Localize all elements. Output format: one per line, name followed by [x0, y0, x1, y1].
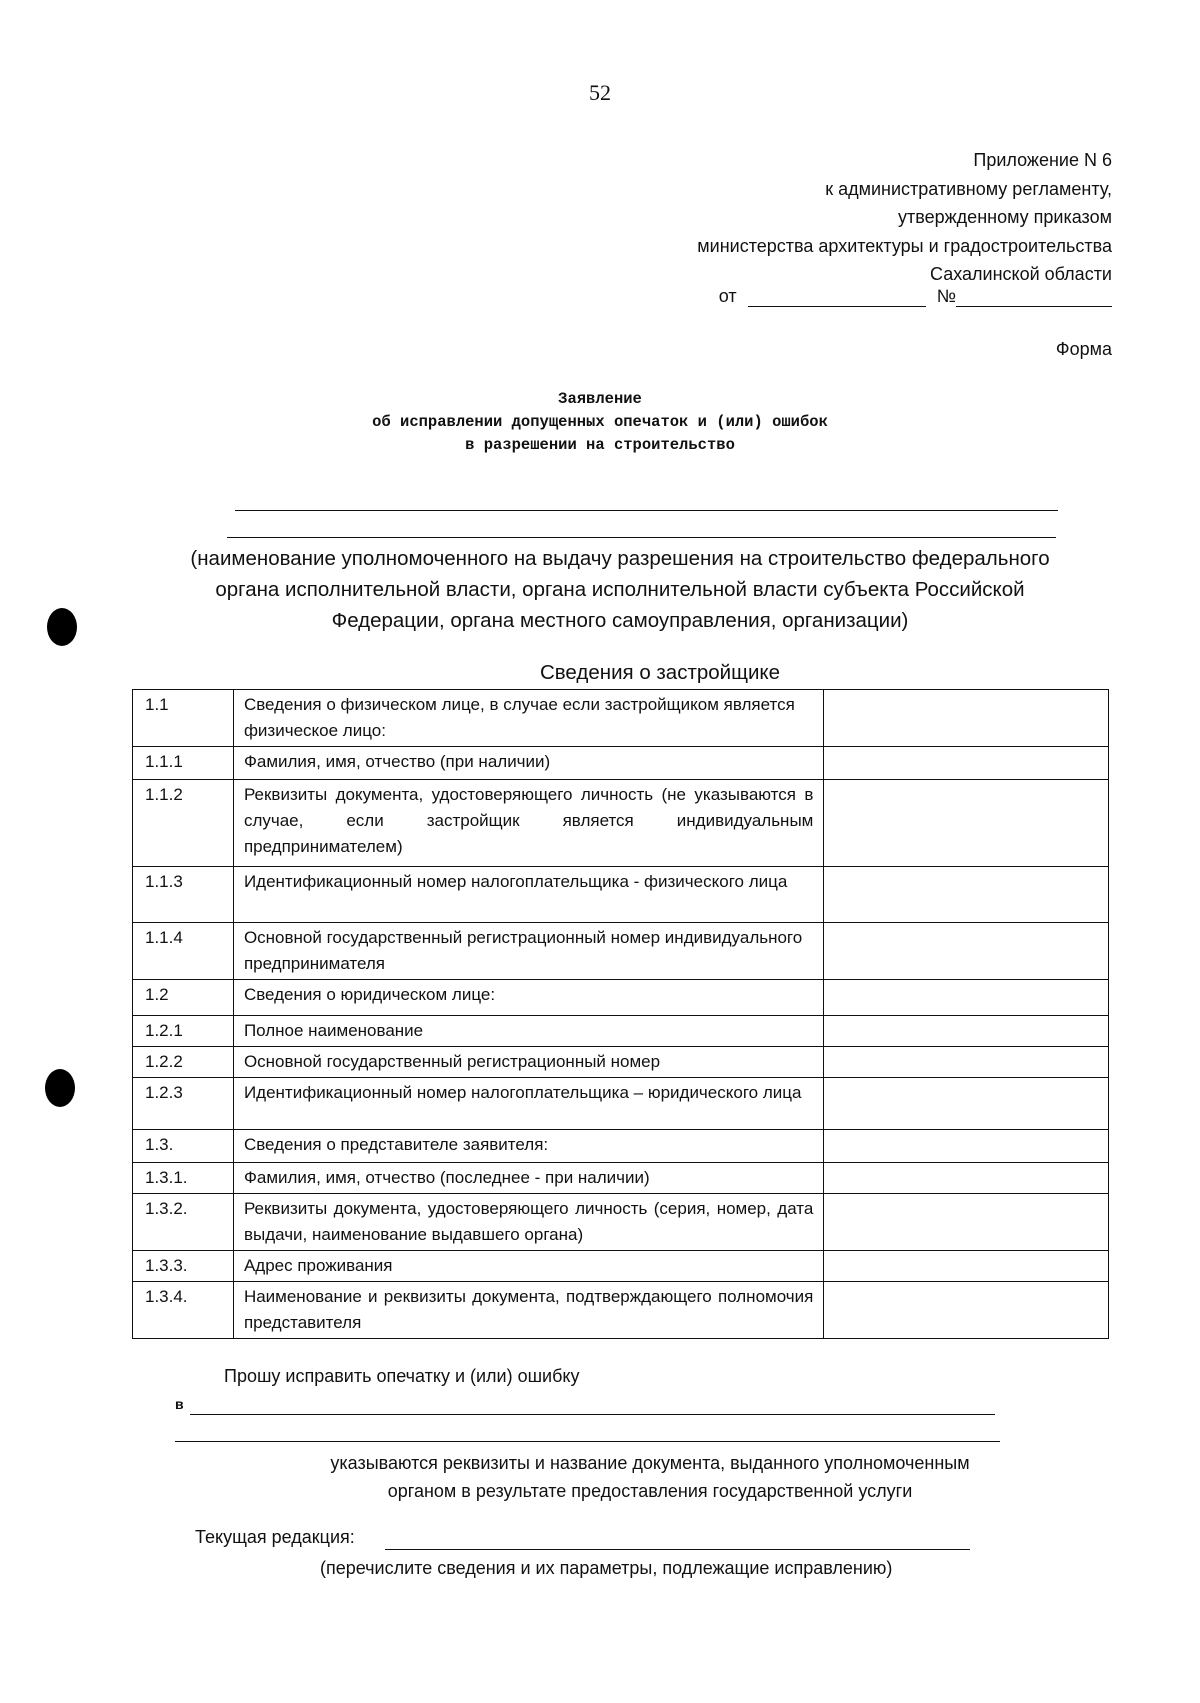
row-number: 1.2.2 — [133, 1047, 234, 1078]
table-row — [133, 1163, 1109, 1194]
caption-line: (наименование уполномоченного на выдачу разрешения на строительство федерального — [190, 547, 1050, 570]
number-sign: № — [936, 286, 956, 306]
table-title: Сведения о застройщике — [539, 661, 781, 684]
appendix-header — [697, 146, 1112, 289]
table-row — [133, 1282, 1109, 1339]
row-value-field[interactable] — [824, 1130, 1109, 1163]
row-number: 1.1.3 — [133, 867, 234, 923]
form-label: Форма — [1055, 339, 1112, 359]
current-edition-label: Текущая редакция: — [195, 1527, 355, 1547]
row-description: Сведения о представителе заявителя: — [233, 1130, 823, 1163]
row-description: Полное наименование — [233, 1016, 823, 1047]
row-number: 1.1.1 — [133, 747, 234, 780]
row-value-field[interactable] — [824, 980, 1109, 1016]
developer-info-table — [132, 689, 1109, 1339]
table-row — [133, 690, 1109, 747]
row-description: Фамилия, имя, отчество (при наличии) — [233, 747, 823, 780]
row-description: Сведения о физическом лице, в случае если застройщиком является физическое лицо: — [233, 690, 823, 747]
number-blank[interactable] — [956, 286, 1112, 307]
row-number: 1.2 — [133, 980, 234, 1016]
row-value-field[interactable] — [824, 1251, 1109, 1282]
date-prefix: от — [718, 286, 737, 306]
row-value-field[interactable] — [824, 867, 1109, 923]
authority-blank-line[interactable] — [227, 537, 1056, 538]
row-description: Сведения о юридическом лице: — [233, 980, 823, 1016]
table-row — [133, 923, 1109, 980]
document-blank-line[interactable] — [190, 1414, 995, 1415]
row-number: 1.1.2 — [133, 780, 234, 867]
request-text: Прошу исправить опечатку и (или) ошибку — [224, 1366, 580, 1386]
table-row — [133, 1194, 1109, 1251]
hole-punch-mark — [47, 608, 77, 646]
row-number: 1.3. — [133, 1130, 234, 1163]
table-row — [133, 1251, 1109, 1282]
caption-line: органа исполнительной власти, органа исполнительной власти субъекта Российской — [215, 578, 1025, 601]
row-description: Идентификационный номер налогоплательщика – юридического лица — [233, 1078, 823, 1130]
authority-blank-line[interactable] — [235, 510, 1058, 511]
row-value-field[interactable] — [824, 923, 1109, 980]
current-edition-blank-line[interactable] — [385, 1549, 970, 1550]
row-number: 1.1.4 — [133, 923, 234, 980]
title-line: Заявление — [558, 390, 642, 408]
row-description: Идентификационный номер налогоплательщика - физического лица — [233, 867, 823, 923]
appendix-line: министерства архитектуры и градостроительства — [697, 235, 1112, 256]
current-edition-caption: (перечислите сведения и их параметры, подлежащие исправлению) — [320, 1558, 893, 1578]
row-value-field[interactable] — [824, 747, 1109, 780]
approval-date-row — [719, 286, 1112, 307]
appendix-line: к административному регламенту, — [825, 178, 1112, 199]
table-row — [133, 1047, 1109, 1078]
row-value-field[interactable] — [824, 1016, 1109, 1047]
row-value-field[interactable] — [824, 1078, 1109, 1130]
row-value-field[interactable] — [824, 780, 1109, 867]
row-value-field[interactable] — [824, 1047, 1109, 1078]
row-value-field[interactable] — [824, 1282, 1109, 1339]
appendix-line: Сахалинской области — [930, 264, 1112, 284]
table-row — [133, 747, 1109, 780]
row-number: 1.1 — [133, 690, 234, 747]
row-value-field[interactable] — [824, 690, 1109, 747]
table-row — [133, 867, 1109, 923]
in-label: в — [175, 1396, 184, 1412]
row-description: Фамилия, имя, отчество (последнее - при наличии) — [233, 1163, 823, 1194]
appendix-line: Приложение N 6 — [973, 150, 1112, 170]
table-row — [133, 780, 1109, 867]
row-number: 1.3.4. — [133, 1282, 234, 1339]
row-number: 1.3.1. — [133, 1163, 234, 1194]
document-caption — [250, 1449, 1050, 1505]
caption-line: органом в результате предоставления государственной услуги — [387, 1481, 913, 1501]
title-line: в разрешении на строительство — [465, 436, 735, 454]
row-description: Реквизиты документа, удостоверяющего личность (серия, номер, дата выдачи, наименование выдавшего органа) — [233, 1194, 823, 1251]
row-number: 1.2.1 — [133, 1016, 234, 1047]
page-number: 52 — [589, 80, 611, 105]
table-row — [133, 1130, 1109, 1163]
document-blank-line[interactable] — [175, 1441, 1000, 1442]
row-description: Реквизиты документа, удостоверяющего личность (не указываются в случае, если застройщик является индивидуальным предпринимателем) — [233, 780, 823, 867]
row-value-field[interactable] — [824, 1163, 1109, 1194]
row-description: Основной государственный регистрационный номер индивидуального предпринимателя — [233, 923, 823, 980]
row-description: Основной государственный регистрационный номер — [233, 1047, 823, 1078]
row-number: 1.3.2. — [133, 1194, 234, 1251]
row-number: 1.2.3 — [133, 1078, 234, 1130]
appendix-line: утвержденному приказом — [898, 207, 1112, 227]
row-description: Адрес проживания — [233, 1251, 823, 1282]
caption-line: Федерации, органа местного самоуправления, организации) — [331, 609, 909, 632]
document-title — [0, 388, 1200, 457]
hole-punch-mark — [45, 1069, 75, 1107]
caption-line: указываются реквизиты и название документа, выданного уполномоченным — [330, 1453, 970, 1473]
title-line: об исправлении допущенных опечаток и (или) ошибок — [372, 413, 828, 431]
table-row — [133, 1078, 1109, 1130]
row-description: Наименование и реквизиты документа, подтверждающего полномочия представителя — [233, 1282, 823, 1339]
table-row — [133, 980, 1109, 1016]
authority-caption — [120, 543, 1120, 636]
table-row — [133, 1016, 1109, 1047]
date-blank[interactable] — [748, 286, 926, 307]
row-value-field[interactable] — [824, 1194, 1109, 1251]
row-number: 1.3.3. — [133, 1251, 234, 1282]
